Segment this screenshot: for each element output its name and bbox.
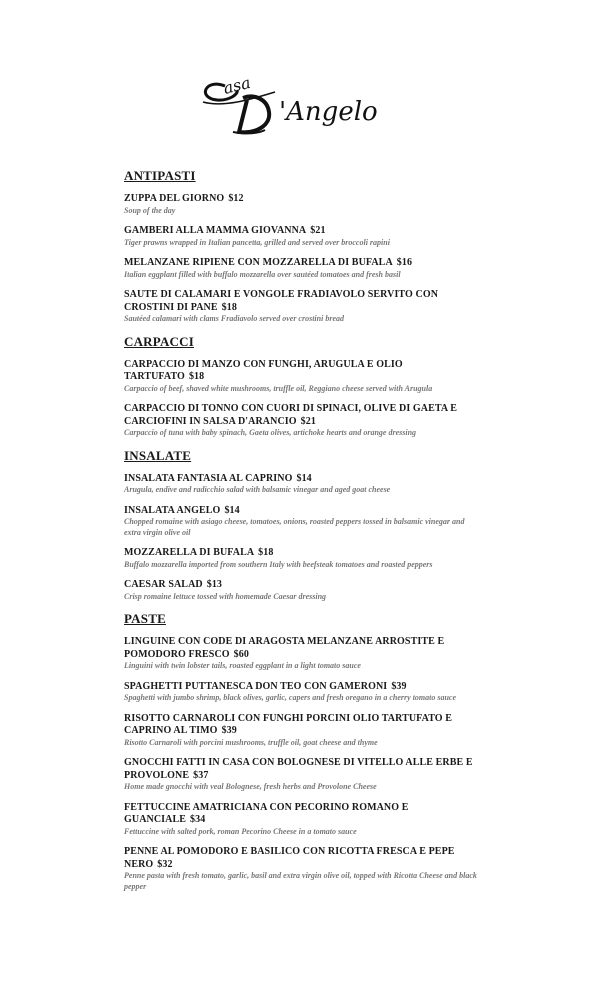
item-name: GNOCCHI FATTI IN CASA CON BOLOGNESE DI VITELLO ALLE ERBE E PROVOLONE [124,757,473,781]
item-price: $14 [224,504,240,516]
item-price: $21 [300,415,316,427]
menu-item [124,636,482,672]
item-title [124,547,482,560]
menu-item [124,846,482,892]
menu-item [124,225,482,248]
item-title [124,403,482,428]
item-name: CARPACCIO DI MANZO CON FUNGHI, ARUGULA E OLIO TARTUFATO [124,358,403,382]
menu-item [124,289,482,325]
item-name: FETTUCCINE AMATRICIANA CON PECORINO ROMANO E GUANCIALE [124,801,409,825]
menu-item [124,757,482,793]
section-antipasti [124,168,482,325]
menu-item [124,681,482,704]
item-title [124,579,482,592]
item-price: $18 [188,371,205,382]
item-name: SPAGHETTI PUTTANESCA DON TEO CON GAMERONI [124,680,388,692]
item-price: $39 [391,680,407,692]
item-name: CARPACCIO DI TONNO CON CUORI DI SPINACI, OLIVE DI GAETA E CARCIOFINI IN SALSA D'ARANCIO [124,403,458,427]
item-price: $32 [157,858,173,870]
menu-item [124,403,482,439]
item-name: MOZZARELLA DI BUFALA [124,547,255,558]
menu-item [124,359,482,395]
item-title [124,505,482,518]
item-description: Sautéed calamari with clams Fradiavolo served over crostini bread [124,314,344,323]
item-title [124,757,482,782]
item-name: SAUTE DI CALAMARI E VONGOLE FRADIAVOLO SERVITO CON CROSTINI DI PANE [124,289,439,313]
item-price: $12 [228,193,244,204]
item-price: $13 [206,579,223,590]
item-description: Soup of the day [124,205,176,215]
menu-item [124,802,482,838]
menu-item [124,193,482,216]
logo-angelo-text: 'Angelo [279,97,378,127]
item-description: Linguini with twin lobster tails, roasted eggplant in a light tomato sauce [124,661,361,670]
item-name: ZUPPA DEL GIORNO [124,193,225,204]
restaurant-logo [195,68,415,138]
item-title [124,713,482,738]
section-title: PASTE [124,611,166,626]
item-description: Buffalo mozzarella imported from southern Italy with beefsteak tomatoes and roasted peppers [124,559,433,569]
item-price: $18 [221,301,237,313]
item-name: INSALATA ANGELO [124,504,221,516]
item-title [124,225,482,238]
item-description: Arugula, endive and radicchio salad with balsamic vinegar and aged goat cheese [124,485,391,494]
section-paste [124,611,482,892]
item-price: $60 [233,648,249,660]
item-description: Chopped romaine with asiago cheese, tomatoes, onions, roasted peppers tossed in balsamic vinegar and extra virgin olive oil [124,517,465,537]
item-title [124,289,482,314]
item-title [124,359,482,384]
section-insalate [124,448,482,603]
item-price: $16 [396,257,413,268]
menu-item [124,473,482,496]
menu-item [124,713,482,749]
item-price: $39 [221,725,237,736]
item-description: Crisp romaine lettuce tossed with homemade Caesar dressing [124,591,327,601]
item-name: GAMBERI ALLA MAMMA GIOVANNA [124,225,307,236]
item-price: $34 [190,814,206,825]
item-name: CAESAR SALAD [124,579,203,590]
item-name: RISOTTO CARNAROLI CON FUNGHI PORCINI OLIO TARTUFATO E CAPRINO AL TIMO [124,712,453,736]
item-description: Risotto Carnaroli with porcini mushrooms, truffle oil, goat cheese and thyme [124,737,378,747]
item-title [124,257,482,270]
item-title [124,846,482,871]
item-description: Penne pasta with fresh tomato, garlic, basil and extra virgin olive oil, topped with Ricotta Cheese and black pepper [124,871,477,891]
menu-item [124,257,482,280]
item-description: Fettuccine with salted pork, roman Pecorino Cheese in a tomato sauce [124,826,357,836]
menu-body [124,168,482,901]
item-description: Italian eggplant filled with buffalo mozzarella over sautéed tomatoes and fresh basil [124,269,401,279]
menu-item [124,547,482,570]
item-title [124,636,482,661]
item-name: LINGUINE CON CODE DI ARAGOSTA MELANZANE ARROSTITE E POMODORO FRESCO [124,636,445,660]
menu-item [124,579,482,602]
section-title: CARPACCI [124,333,194,349]
menu-item [124,505,482,539]
item-description: Carpaccio of beef, shaved white mushrooms, truffle oil, Reggiano cheese served with Arugula [124,383,433,393]
item-name: INSALATA FANTASIA AL CAPRINO [124,472,293,484]
item-name: PENNE AL POMODORO E BASILICO CON RICOTTA FRESCA E PEPE NERO [124,846,455,870]
item-price: $14 [296,472,312,484]
section-title: INSALATE [124,447,192,463]
item-price: $37 [193,769,209,781]
item-description: Carpaccio of tuna with baby spinach, Gaeta olives, artichoke hearts and orange dressing [124,428,417,437]
logo-casa-text: asa [221,72,253,98]
item-description: Tiger prawns wrapped in Italian pancetta, grilled and served over broccoli rapini [124,237,390,247]
item-title [124,802,482,827]
section-title: ANTIPASTI [124,168,196,183]
item-title [124,473,482,486]
item-description: Spaghetti with jumbo shrimp, black olives, garlic, capers and fresh oregano in a cherry tomato sauce [124,693,457,702]
item-price: $21 [310,225,326,236]
item-title [124,193,482,206]
section-carpacci [124,334,482,439]
item-title [124,681,482,694]
item-name: MELANZANE RIPIENE CON MOZZARELLA DI BUFALA [124,257,393,268]
item-price: $18 [258,547,274,558]
item-description: Home made gnocchi with veal Bolognese, fresh herbs and Provolone Cheese [124,782,377,791]
